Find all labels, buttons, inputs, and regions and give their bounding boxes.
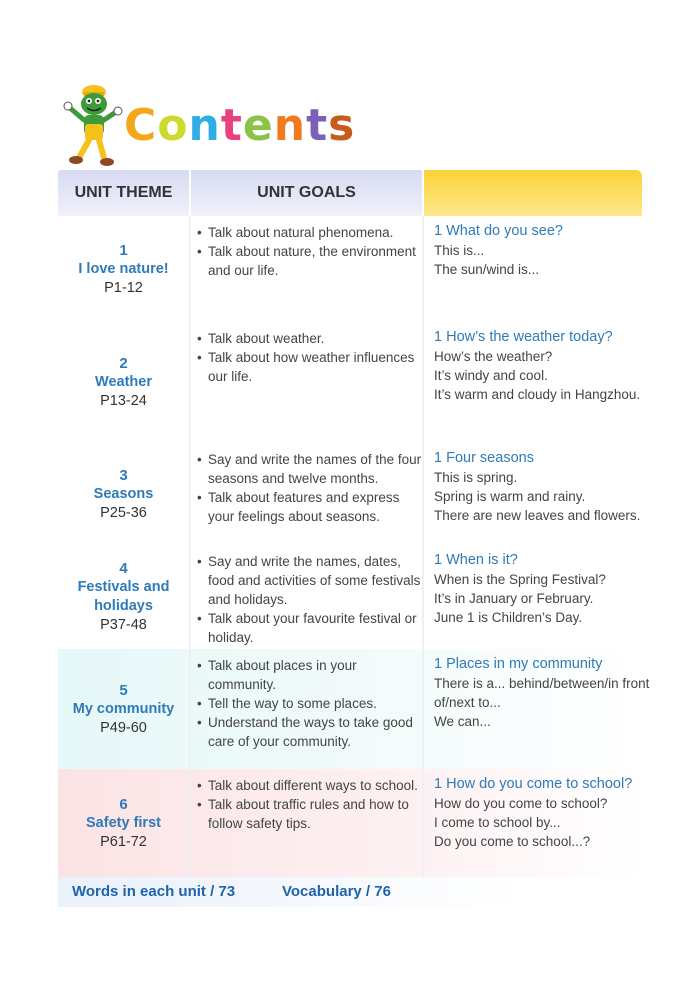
title-area <box>58 80 458 170</box>
title-letter: s <box>328 100 356 151</box>
header-unit-theme: UNIT THEME <box>58 170 189 216</box>
table-row <box>58 769 642 877</box>
header-language <box>424 170 642 216</box>
table-row <box>58 545 642 649</box>
goal-item: • Talk about your favourite festival or holiday. <box>197 609 422 647</box>
title-letter: n <box>188 100 221 151</box>
contents-table <box>58 170 650 877</box>
goal-item: • Talk about natural phenomena. <box>197 223 422 242</box>
title-letter: o <box>157 100 189 151</box>
goal-item: • Talk about places in your community. <box>197 656 422 694</box>
unit-number: 3 <box>119 466 128 484</box>
goal-item: • Say and write the names, dates, food and activities of some festivals and holidays. <box>197 552 422 609</box>
title-letter: e <box>242 100 274 151</box>
language-line: It’s windy and cool. <box>434 368 548 383</box>
language-title: 1 How’s the weather today? <box>434 329 613 345</box>
unit-pages: P61-72 <box>100 833 147 850</box>
unit-goals-cell <box>191 545 422 649</box>
language-title: 1 How do you come to school? <box>434 776 633 792</box>
language-title: 1 Places in my community <box>434 656 603 672</box>
footer-links <box>58 877 642 907</box>
language-line: June 1 is Children’s Day. <box>434 610 583 625</box>
goal-item: • Talk about how weather influences our life. <box>197 348 422 386</box>
words-in-each-unit-link[interactable]: Words in each unit / 73 <box>72 883 236 900</box>
unit-name: Festivals and holidays <box>77 579 170 614</box>
language-line: How do you come to school? <box>434 796 608 811</box>
unit-theme-cell <box>58 443 189 545</box>
title-letter: n <box>273 100 307 151</box>
unit-name: I love nature! <box>78 260 169 277</box>
goal-item: • Talk about different ways to school. <box>197 776 422 795</box>
language-title: 1 When is it? <box>434 552 518 568</box>
language-line: It’s in January or February. <box>434 591 594 606</box>
unit-goals-cell <box>191 322 422 443</box>
page-title <box>124 100 356 151</box>
unit-pages: P13-24 <box>100 393 147 409</box>
language-line: This is... <box>434 243 485 258</box>
goal-item: • Talk about traffic rules and how to follow safety tips. <box>197 795 422 833</box>
title-letter: C <box>124 100 158 151</box>
unit-name: Safety first <box>86 814 161 831</box>
unit-theme-cell <box>58 322 189 443</box>
language-line: It’s warm and cloudy in Hangzhou. <box>434 387 641 402</box>
header-unit-goals: UNIT GOALS <box>191 170 422 216</box>
language-cell <box>424 769 652 883</box>
unit-goals-cell <box>191 216 422 322</box>
title-letter: t <box>220 100 243 151</box>
unit-number: 2 <box>119 355 128 372</box>
unit-goals-cell <box>191 769 422 877</box>
unit-number: 5 <box>119 681 128 699</box>
unit-name: Weather <box>95 374 152 390</box>
unit-theme-cell <box>58 769 189 877</box>
goal-item: • Talk about weather. <box>197 329 422 348</box>
language-line: There is a... behind/between/in front of/next to... <box>434 676 650 710</box>
goal-item: • Talk about features and express your feelings about seasons. <box>197 488 422 526</box>
unit-pages: P49-60 <box>100 719 147 736</box>
table-header <box>58 170 642 216</box>
unit-number: 1 <box>119 241 128 259</box>
goal-item: • Understand the ways to take good care of your community. <box>197 713 422 751</box>
unit-theme-cell <box>58 216 189 322</box>
language-title: 1 Four seasons <box>434 450 534 466</box>
unit-theme-cell <box>58 545 189 649</box>
unit-goals-cell <box>191 443 422 545</box>
unit-number: 6 <box>119 795 128 813</box>
language-cell <box>424 649 652 775</box>
unit-pages: P37-48 <box>100 617 147 633</box>
language-cell <box>424 322 652 449</box>
table-row <box>58 322 642 443</box>
title-letter: t <box>306 100 329 151</box>
unit-name: My community <box>72 700 175 717</box>
unit-pages: P1-12 <box>104 279 143 296</box>
mascot-illustration <box>58 80 124 170</box>
language-line: Spring is warm and rainy. <box>434 489 586 504</box>
language-cell <box>424 216 652 328</box>
language-line: How’s the weather? <box>434 349 553 364</box>
language-line: We can... <box>434 714 491 729</box>
language-title: 1 What do you see? <box>434 223 563 239</box>
unit-goals-cell <box>191 649 422 769</box>
unit-number: 4 <box>119 560 128 577</box>
vocabulary-link[interactable]: Vocabulary / 76 <box>282 883 391 900</box>
unit-name: Seasons <box>93 485 154 502</box>
table-row <box>58 216 642 322</box>
language-cell <box>424 545 652 655</box>
language-line: This is spring. <box>434 470 518 485</box>
goal-item: • Tell the way to some places. <box>197 694 422 713</box>
language-line: I come to school by... <box>434 815 561 830</box>
goal-item: • Say and write the names of the four seasons and twelve months. <box>197 450 422 488</box>
language-line: Do you come to school...? <box>434 834 591 849</box>
language-cell <box>424 443 652 551</box>
table-row <box>58 649 650 769</box>
table-row <box>58 443 642 545</box>
language-line: When is the Spring Festival? <box>434 572 606 587</box>
unit-theme-cell <box>58 649 189 769</box>
goal-item: • Talk about nature, the environment and our life. <box>197 242 422 280</box>
language-line: The sun/wind is... <box>434 262 540 277</box>
language-line: There are new leaves and flowers. <box>434 508 641 523</box>
unit-pages: P25-36 <box>100 504 147 521</box>
